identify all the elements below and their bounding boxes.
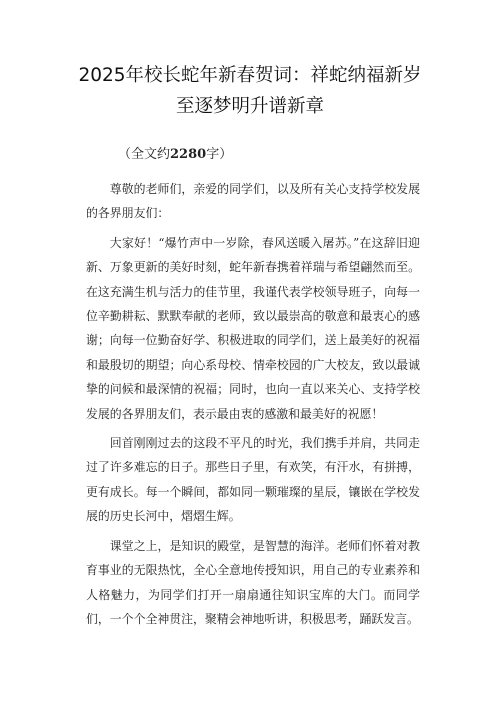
paragraph-review: 回首刚刚过去的这段不平凡的时光，我们携手并肩，共同走过了许多难忘的日子。那些日子里，有欢笑，有汗水，有拼搏，更有成长。每一个瞬间，都如同一颗璀璨的星辰，镶嵌在学校发展的历史长河中，熠熠生辉。 — [86, 436, 420, 524]
title-line-1: 2025年校长蛇年新春贺词：祥蛇纳福新岁 — [78, 65, 422, 86]
word-count-suffix: 字） — [206, 147, 233, 162]
word-count-number: 2280 — [170, 147, 207, 162]
paragraph-greeting: 大家好！“爆竹声中一岁除，春风送暖入屠苏。”在这辞旧迎新、万象更新的美好时刻，蛇年新春携着祥瑞与希望翩然而至。在这充满生机与活力的佳节里，我谨代表学校领导班子，向每一位辛勤耕耘、默默奉献的老师，致以最崇高的敬意和最衷心的感谢；向每一位勤奋好学、积极进取的同学们，送上最美好的祝福和最殷切的期望；向心系母校、情牵校园的广大校友，致以最诚挚的问候和最深情的祝福；同时，也向一直以来关心、支持学校发展的各界朋友们，表示最由衷的感激和最美好的祝愿！ — [86, 235, 420, 421]
title-line-2: 至逐梦明升谱新章 — [175, 96, 324, 117]
paragraph-salutation: 尊敬的老师们，亲爱的同学们，以及所有关心支持学校发展的各界朋友们： — [86, 182, 420, 221]
paragraph-classroom: 课堂之上，是知识的殿堂，是智慧的海洋。老师们怀着对教育事业的无限热忱，全心全意地传授知识，用自己的专业素养和人格魅力，为同学们打开一扇扇通往知识宝库的大门。而同学们，一个个全神贯注，聚精会神地听讲，积极思考，踊跃发言。 — [86, 538, 420, 626]
word-count-prefix: （全文约 — [118, 147, 171, 162]
document-title — [40, 60, 460, 122]
document-body — [86, 177, 420, 636]
word-count-note — [118, 146, 232, 164]
